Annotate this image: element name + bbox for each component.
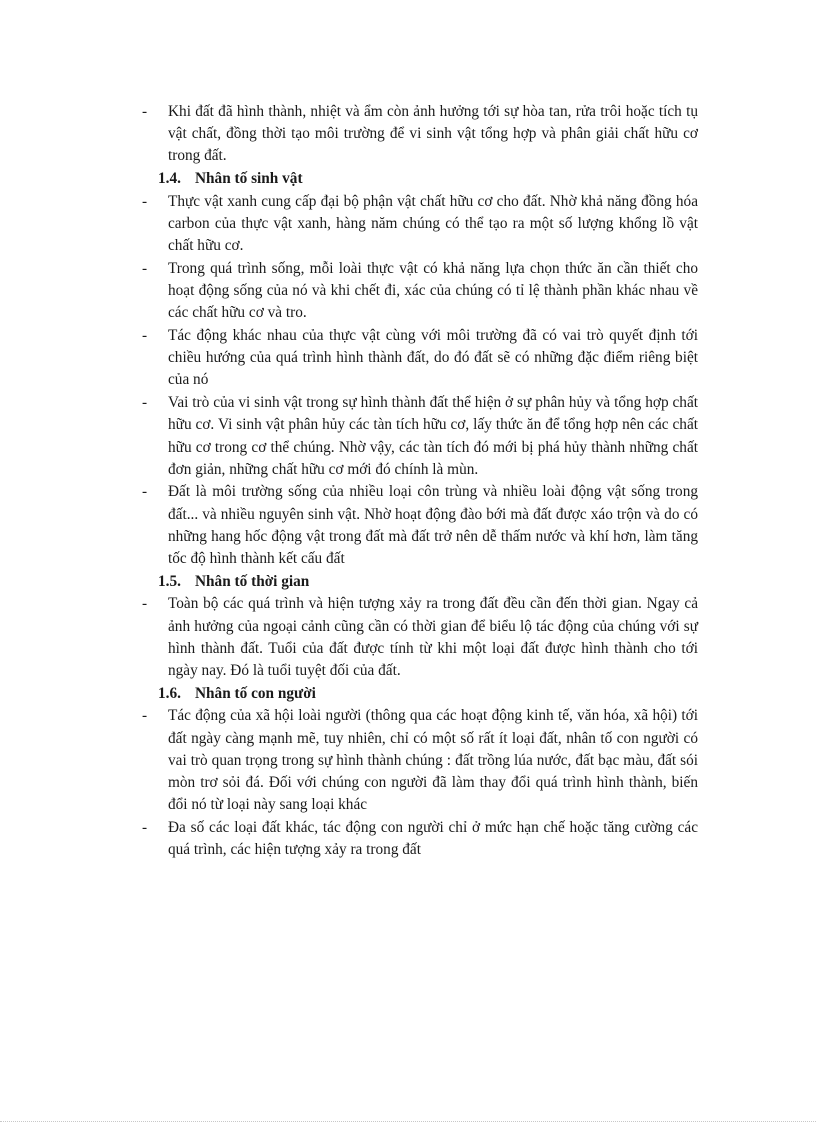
document-body bbox=[142, 101, 698, 862]
bullet-human-impact bbox=[142, 705, 698, 816]
bullet-text: Thực vật xanh cung cấp đại bộ phận vật chất hữu cơ cho đất. Nhờ khả năng đồng hóa carbon của thực vật xanh, hàng năm chúng có thể tạo ra một số lượng khổng lồ vật chất hữu cơ. bbox=[168, 192, 698, 255]
page-bottom-border bbox=[0, 1121, 816, 1122]
bullet-climate-dissolution bbox=[142, 101, 698, 168]
bullet-dash: - bbox=[142, 819, 148, 836]
bullet-text: Đất là môi trường sống của nhiều loại côn trùng và nhiều loài động vật sống trong đất... và nhiều nguyên sinh vật. Nhờ hoạt động đào bới mà đất được xáo trộn và do có những hang hốc động vật trong đất mà đất trở nên dễ thấm nước và khí hơn, làm tăng tốc độ hình thành kết cấu đất bbox=[168, 483, 698, 568]
bullet-microorganisms bbox=[142, 392, 698, 481]
section-heading-time-factor bbox=[142, 571, 698, 593]
section-title: Nhân tố sinh vật bbox=[195, 170, 303, 188]
bullet-dash: - bbox=[142, 103, 148, 120]
section-number: 1.6. bbox=[158, 684, 181, 702]
bullet-green-plants bbox=[142, 191, 698, 258]
bullet-text: Vai trò của vi sinh vật trong sự hình thành đất thể hiện ở sự phân hủy và tổng hợp chất hữu cơ. Vi sinh vật phân hủy các tàn tích hữu cơ, lấy thức ăn để tổng hợp nên các chất hữu cơ trong cơ thể chúng. Nhờ vậy, các tàn tích đó mới bị phá hủy thành những chất đơn giản, những chất hữu cơ mới đó chính là mùn. bbox=[168, 394, 698, 478]
bullet-dash: - bbox=[142, 259, 148, 277]
bullet-text: Toàn bộ các quá trình và hiện tượng xảy ra trong đất đều cần đến thời gian. Ngay cả ảnh hưởng của ngoại cảnh cũng cần có thời gian để biểu lộ tác động của chúng với sự hình thành đất. Tuổi của đất được tính từ khi một loại đất được hình thành cho tới ngày nay. Đó là tuổi tuyệt đối của đất. bbox=[168, 595, 698, 680]
bullet-text: Đa số các loại đất khác, tác động con người chỉ ở mức hạn chế hoặc tăng cường các quá trình, các hiện tượng xảy ra trong đất bbox=[168, 819, 698, 859]
bullet-plant-nutrition bbox=[142, 258, 698, 325]
section-number: 1.5. bbox=[158, 572, 181, 590]
section-heading-human-factor bbox=[142, 683, 698, 705]
section-title: Nhân tố thời gian bbox=[195, 572, 310, 590]
bullet-text: Tác động khác nhau của thực vật cùng với môi trường đã có vai trò quyết định tới chiều hướng của quá trình hình thành đất, do đó đất sẽ có những đặc điểm riêng biệt của nó bbox=[168, 327, 698, 389]
bullet-dash: - bbox=[142, 483, 148, 501]
bullet-dash: - bbox=[142, 192, 148, 210]
bullet-limited-human-impact bbox=[142, 817, 698, 861]
bullet-dash: - bbox=[142, 707, 148, 725]
section-number: 1.4. bbox=[158, 170, 181, 188]
section-heading-biological-factor bbox=[142, 168, 698, 190]
bullet-dash: - bbox=[142, 327, 148, 345]
bullet-text: Trong quá trình sống, mỗi loài thực vật có khả năng lựa chọn thức ăn cần thiết cho hoạt động sống của nó và khi chết đi, xác của chúng có tỉ lệ thành phần khác nhau về các chất hữu cơ và tro. bbox=[168, 259, 698, 322]
bullet-soil-fauna bbox=[142, 481, 698, 570]
bullet-soil-age bbox=[142, 593, 698, 682]
bullet-dash: - bbox=[142, 595, 148, 613]
bullet-text: Khi đất đã hình thành, nhiệt và ẩm còn ảnh hưởng tới sự hòa tan, rửa trôi hoặc tích tụ vật chất, đồng thời tạo môi trường để vi sinh vật tổng hợp và phân giải chất hữu cơ trong đất. bbox=[168, 103, 698, 165]
bullet-plant-impact bbox=[142, 325, 698, 392]
bullet-dash: - bbox=[142, 394, 148, 412]
section-title: Nhân tố con người bbox=[195, 684, 316, 702]
bullet-text: Tác động của xã hội loài người (thông qua các hoạt động kinh tế, văn hóa, xã hội) tới đất ngày càng mạnh mẽ, tuy nhiên, chỉ có một số rất ít loại đất, nhân tố con người có vai trò quan trọng trong sự hình thành chúng : đất trồng lúa nước, đất bạc màu, đất sói mòn trơ sỏi đá. Đối với chúng con người đã làm thay đổi quá trình hình thành, biến đổi nó từ loại này sang loại khác bbox=[168, 707, 698, 814]
